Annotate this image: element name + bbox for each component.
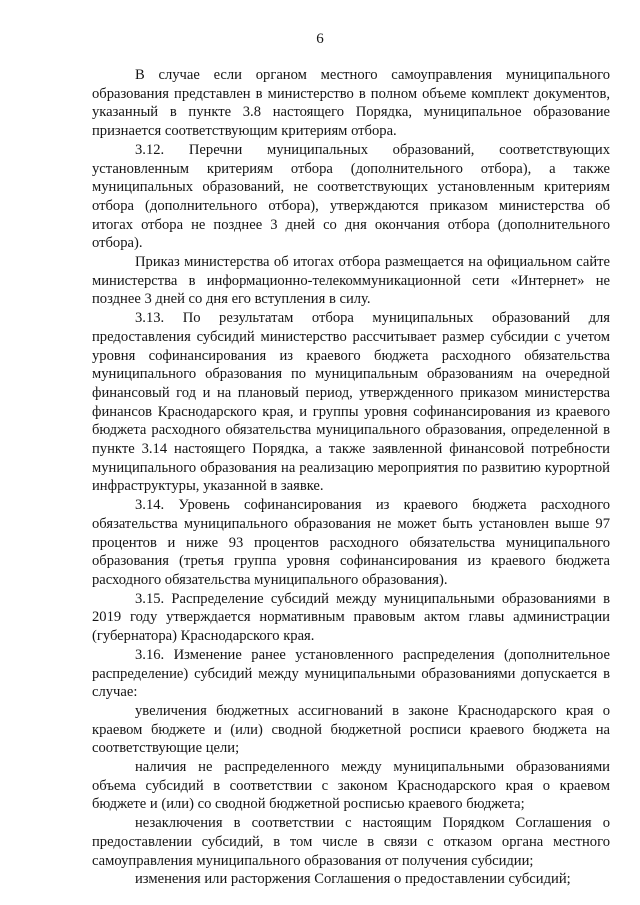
paragraph-order-publication: Приказ министерства об итогах отбора размещается на официальном сайте министерства в информационно-телекоммуникационной сети «Интернет» не позднее 3 дней со дня его вступления в силу. [92, 254, 610, 308]
paragraph-3-12: 3.12. Перечни муниципальных образований, соответствующих установленным критериям отбора (дополнительного отбора), а также муниципальных образований, не соответствующих установленным критериям отбора (дополнительного отбора), утверждаются приказом министерства об итогах отбора не позднее 3 дней со дня окончания отбора (дополнительного отбора). [92, 141, 610, 252]
paragraph-criteria-compliance: В случае если органом местного самоуправления муниципального образования представлен в министерство в полном объеме комплект документов, указанный в пункте 3.8 настоящего Порядка, муниципальное образование признается соответствующим критериям отбора. [92, 67, 610, 140]
document-body [92, 66, 610, 889]
list-item-budget-increase: увеличения бюджетных ассигнований в законе Краснодарского края о краевом бюджете и (или) сводной бюджетной росписи краевого бюджета на соответствующие цели; [92, 702, 610, 757]
paragraph-3-15: 3.15. Распределение субсидий между муниципальными образованиями в 2019 году утверждается нормативным правовым актом главы администрации (губернатора) Краснодарского края. [92, 590, 610, 645]
page-number: 6 [316, 31, 324, 47]
paragraph-3-14: 3.14. Уровень софинансирования из краевого бюджета расходного обязательства муниципального образования не может быть установлен выше 97 процентов и ниже 93 процентов расходного обязательства муниципального образования (третья группа уровня софинансирования из краевого бюджета расходного обязательства муниципального образования). [92, 497, 610, 588]
paragraph-3-16: 3.16. Изменение ранее установленного распределения (дополнительное распределение) субсидий между муниципальными образованиями допускается в случае: [92, 646, 610, 701]
list-item-non-conclusion: незаключения в соответствии с настоящим Порядком Соглашения о предоставлении субсидий, в том числе в связи с отказом органа местного самоуправления муниципального образования от получения субсидии; [92, 815, 610, 869]
list-item-agreement-change: изменения или расторжения Соглашения о предоставлении субсидий; [135, 871, 571, 888]
list-item-undistributed-volume: наличия не распределенного между муниципальными образованиями объема субсидий в соответствии с законом Краснодарского края о краевом бюджете и (или) со сводной бюджетной росписью краевого бюджета; [92, 759, 610, 813]
paragraph-3-13: 3.13. По результатам отбора муниципальных образований для предоставления субсидий министерство рассчитывает размер субсидии с учетом уровня софинансирования из краевого бюджета расходного обязательства муниципального образования по муниципальным образованиям на очередной финансовый год и на плановый период, утвержденного приказом министерства финансов Краснодарского края, и группы уровня софинансирования из краевого бюджета расходного обязательства муниципального образования, определенной в пункте 3.14 настоящего Порядка, а также заявленной финансовой потребности муниципального образования на реализацию мероприятия по развитию курортной инфраструктуры, указанной в заявке. [92, 310, 610, 495]
